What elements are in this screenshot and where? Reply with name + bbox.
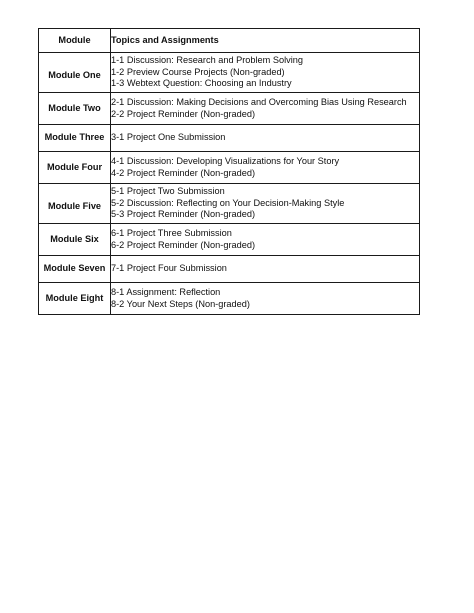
topic-item: 1-2 Preview Course Projects (Non-graded) (111, 66, 285, 77)
topics-cell (111, 93, 420, 125)
topic-item: 5-2 Discussion: Reflecting on Your Decision-Making Style (111, 197, 345, 208)
module-name: Module Seven (43, 263, 106, 274)
table-row (39, 53, 420, 93)
topics-cell (111, 224, 420, 256)
topics-cell (111, 152, 420, 184)
topic-item: 6-2 Project Reminder (Non-graded) (111, 239, 255, 250)
topics-cell (111, 256, 420, 283)
topic-item: 5-3 Project Reminder (Non-graded) (111, 209, 255, 220)
module-name: Module Three (44, 132, 105, 143)
topic-item: 1-3 Webtext Question: Choosing an Industry (111, 78, 292, 89)
topic-item: 6-1 Project Three Submission (111, 228, 232, 239)
module-name-cell (39, 224, 111, 256)
module-name: Module Eight (45, 292, 104, 303)
topic-item: 5-1 Project Two Submission (111, 186, 225, 197)
topic-item: 4-1 Discussion: Developing Visualizations for Your Story (111, 156, 340, 167)
topics-column-header: Topics and Assignments (111, 29, 420, 53)
module-name: Module Four (46, 161, 103, 172)
topics-cell (111, 125, 420, 152)
module-name-cell (39, 283, 111, 315)
module-name-cell (39, 152, 111, 184)
module-name-cell (39, 53, 111, 93)
module-name: Module Five (47, 200, 102, 211)
table-row (39, 184, 420, 224)
topic-item: 4-2 Project Reminder (Non-graded) (111, 167, 255, 178)
table-row (39, 93, 420, 125)
topic-item: 7-1 Project Four Submission (111, 263, 227, 274)
table-row (39, 283, 420, 315)
table-row (39, 224, 420, 256)
topic-item: 3-1 Project One Submission (111, 132, 226, 143)
module-name-cell (39, 256, 111, 283)
topics-cell (111, 184, 420, 224)
topic-item: 2-2 Project Reminder (Non-graded) (111, 108, 255, 119)
module-column-header: Module (39, 29, 111, 53)
module-name-cell (39, 93, 111, 125)
table-row (39, 256, 420, 283)
topics-cell (111, 53, 420, 93)
module-name-cell (39, 125, 111, 152)
module-name: Module Two (48, 102, 101, 113)
topics-cell (111, 283, 420, 315)
topic-item: 8-1 Assignment: Reflection (111, 287, 221, 298)
course-schedule-table (38, 28, 420, 315)
topic-item: 1-1 Discussion: Research and Problem Solving (111, 55, 304, 66)
table-row (39, 152, 420, 184)
topic-item: 2-1 Discussion: Making Decisions and Overcoming Bias Using Research (111, 97, 407, 108)
module-name: Module Six (50, 233, 99, 244)
table-header-row (39, 29, 420, 53)
topic-item: 8-2 Your Next Steps (Non-graded) (111, 298, 250, 309)
table-row (39, 125, 420, 152)
module-name: Module One (48, 69, 101, 80)
module-name-cell (39, 184, 111, 224)
